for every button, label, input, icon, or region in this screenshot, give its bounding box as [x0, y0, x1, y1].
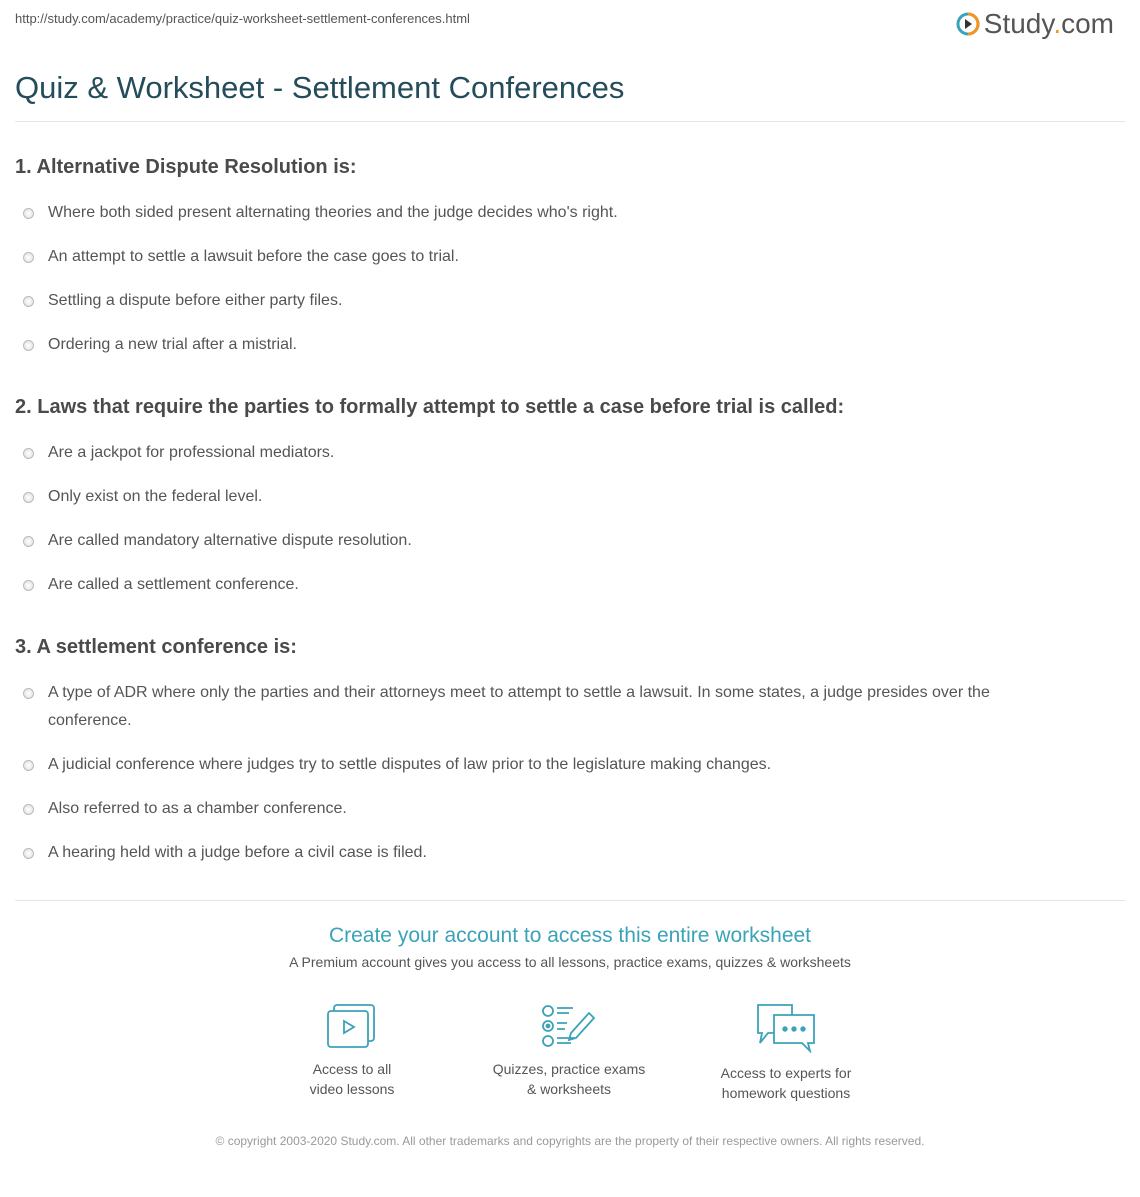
question-2	[15, 395, 1125, 615]
radio-icon[interactable]	[23, 296, 34, 307]
answer-option[interactable]	[15, 839, 1125, 867]
radio-icon[interactable]	[23, 804, 34, 815]
feature-label: video lessons	[309, 1081, 395, 1097]
copyright: © copyright 2003-2020 Study.com. All other trademarks and copyrights are the property of their respective owners. All rights reserved.	[215, 1134, 925, 1148]
study-logo[interactable]	[956, 8, 1114, 40]
play-circle-icon	[956, 12, 980, 36]
question-heading: 2. Laws that require the parties to formally attempt to settle a case before trial is called:	[15, 396, 845, 418]
question-heading: 3. A settlement conference is:	[15, 636, 297, 658]
answer-option[interactable]	[15, 199, 1125, 227]
option-label: Ordering a new trial after a mistrial.	[48, 336, 297, 353]
feature-experts	[686, 1003, 886, 1103]
radio-icon[interactable]	[23, 208, 34, 219]
answer-option[interactable]	[15, 679, 1125, 735]
answer-option[interactable]	[15, 331, 1125, 359]
feature-label: Access to all	[312, 1061, 392, 1077]
quiz-icon	[541, 1003, 597, 1049]
logo-text: Study.com	[983, 8, 1114, 39]
feature-video	[252, 1003, 452, 1099]
radio-icon[interactable]	[23, 760, 34, 771]
radio-icon[interactable]	[23, 340, 34, 351]
divider	[15, 121, 1125, 122]
radio-icon[interactable]	[23, 848, 34, 859]
option-label: Where both sided present alternating theories and the judge decides who's right.	[48, 204, 618, 221]
feature-label: homework questions	[721, 1085, 851, 1101]
radio-icon[interactable]	[23, 252, 34, 263]
option-label: A type of ADR where only the parties and their attorneys meet to attempt to settle a lawsuit. In some states, a judge presides over the conference.	[48, 684, 990, 729]
answer-option[interactable]	[15, 751, 1125, 779]
option-label: Are called mandatory alternative dispute resolution.	[48, 532, 412, 549]
page-url: http://study.com/academy/practice/quiz-worksheet-settlement-conferences.html	[15, 11, 470, 26]
option-label: Are called a settlement conference.	[48, 576, 299, 593]
feature-label: Quizzes, practice exams	[492, 1061, 646, 1077]
answer-option[interactable]	[15, 527, 1125, 555]
question-3	[15, 635, 1125, 883]
radio-icon[interactable]	[23, 492, 34, 503]
answer-option[interactable]	[15, 243, 1125, 271]
radio-icon[interactable]	[23, 536, 34, 547]
question-1	[15, 155, 1125, 375]
answer-option[interactable]	[15, 483, 1125, 511]
radio-icon[interactable]	[23, 688, 34, 699]
answer-option[interactable]	[15, 287, 1125, 315]
cta-title[interactable]: Create your account to access this entire worksheet	[328, 924, 812, 947]
page-title: Quiz & Worksheet - Settlement Conferences	[15, 70, 625, 105]
divider	[15, 900, 1125, 901]
feature-label: Access to experts for	[720, 1065, 852, 1081]
answer-option[interactable]	[15, 571, 1125, 599]
answer-option[interactable]	[15, 795, 1125, 823]
option-label: Settling a dispute before either party files.	[48, 292, 343, 309]
option-label: An attempt to settle a lawsuit before the case goes to trial.	[48, 248, 459, 265]
radio-icon[interactable]	[23, 580, 34, 591]
option-label: A judicial conference where judges try to settle disputes of law prior to the legislature making changes.	[48, 756, 772, 773]
feature-label: & worksheets	[526, 1081, 612, 1097]
option-label: Are a jackpot for professional mediators.	[48, 444, 335, 461]
radio-icon[interactable]	[23, 448, 34, 459]
option-label: Only exist on the federal level.	[48, 488, 263, 505]
feature-quizzes	[469, 1003, 669, 1099]
option-label: A hearing held with a judge before a civil case is filed.	[48, 844, 427, 861]
chat-icon	[754, 1003, 818, 1053]
video-icon	[326, 1003, 378, 1049]
answer-option[interactable]	[15, 439, 1125, 467]
question-heading: 1. Alternative Dispute Resolution is:	[15, 156, 357, 178]
cta-subtitle: A Premium account gives you access to all lessons, practice exams, quizzes & worksheets	[289, 954, 851, 970]
option-label: Also referred to as a chamber conference.	[48, 800, 347, 817]
